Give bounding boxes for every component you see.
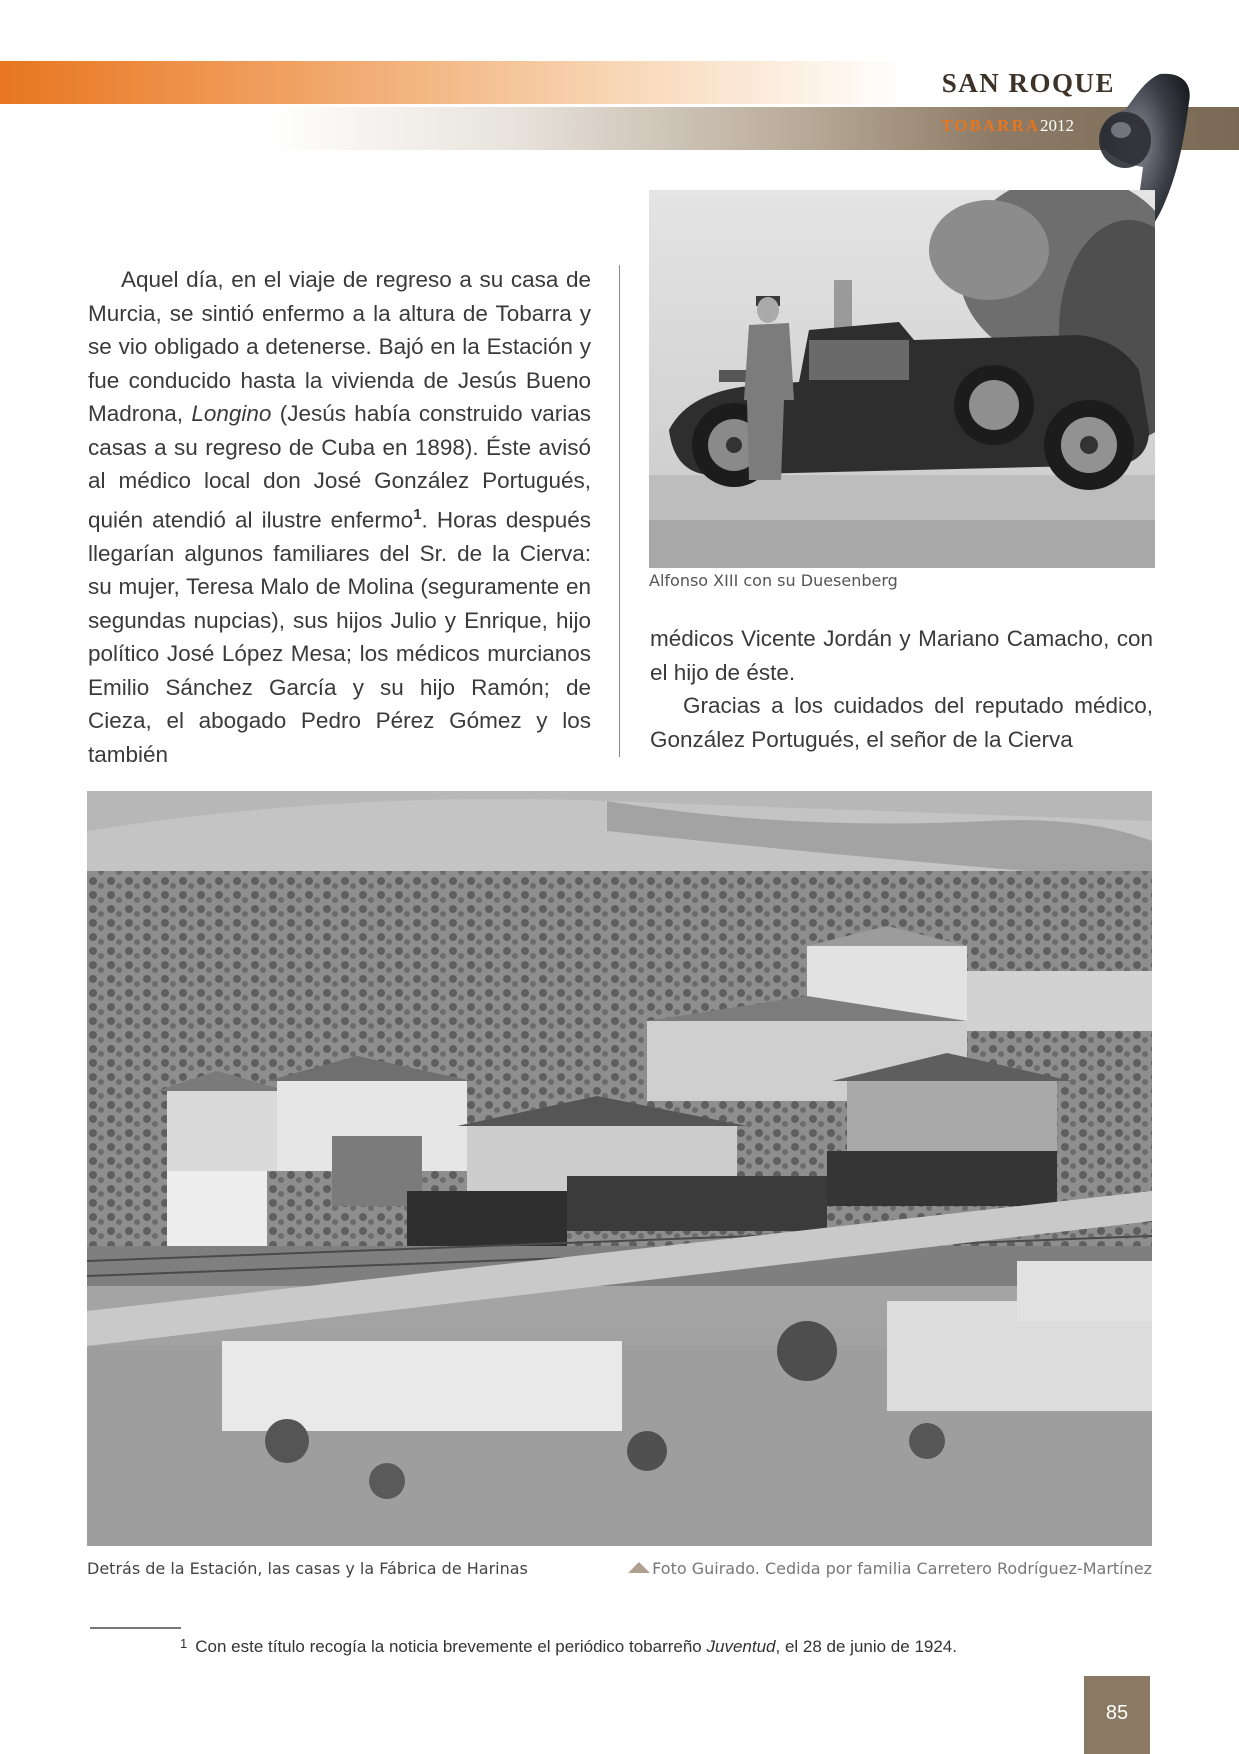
paragraph-text: Aquel día, en el viaje de regreso a su casa de Murcia, se sintió enfermo a la altura de Tobarra y se vio obligado a detenerse. Bajó en la Estación y fue conducido hasta la vivienda de Jesús Bueno Madrona, (88, 267, 591, 426)
header-town: TOBARRA (941, 116, 1040, 135)
column-divider (619, 265, 620, 757)
nickname-italic: Longino (191, 401, 272, 426)
body-paragraph-continuation: médicos Vicente Jordán y Mariano Camacho, con el hijo de éste. (650, 626, 1153, 685)
right-column-text (650, 622, 1153, 756)
footnote-publication: Juventud (706, 1637, 776, 1656)
car-photo-caption: Alfonso XIII con su Duesenberg (649, 571, 898, 590)
paragraph-text-cont: (Jesús había construido varias casas a su regreso de Cuba en 1898). Éste avisó al médico local don José González Portugués, quién atendió al ilustre enfermo (88, 401, 591, 532)
page-number: 85 (1084, 1676, 1150, 1754)
body-paragraph: Gracias a los cuidados del reputado médico, González Portugués, el señor de la Cierva (650, 693, 1153, 752)
body-paragraph (88, 263, 591, 771)
footnote-text: Con este título recogía la noticia brevemente el periódico tobarreño (195, 1637, 702, 1656)
header-title: SAN ROQUE (941, 68, 1115, 98)
header-year: 2012 (1040, 116, 1074, 135)
photo-credit-text: Foto Guirado. Cedida por familia Carretero Rodríguez-Martínez (652, 1559, 1152, 1578)
footnote-reference[interactable]: 1 (413, 505, 422, 523)
photo-credit (628, 1559, 1152, 1578)
station-photo (87, 791, 1152, 1546)
footnote-text-end: , el 28 de junio de 1924. (775, 1637, 957, 1656)
paragraph-text-end: . Horas después llegarían algunos familiares del Sr. de la Cierva: su mujer, Teresa Malo de Molina (seguramente en segundas nupcias), sus hijos Julio y Enrique, hijo político José López Mesa; los médicos murcianos Emilio Sánchez García y su hijo Ramón; de Cieza, el abogado Pedro Pérez Gómez y los también (88, 507, 591, 767)
footnote-rule (90, 1627, 181, 1629)
left-column-text (88, 263, 591, 771)
footnote-number: 1 (180, 1636, 188, 1651)
triangle-icon (628, 1562, 650, 1573)
station-photo-caption: Detrás de la Estación, las casas y la Fábrica de Harinas (87, 1559, 528, 1578)
car-photo (649, 190, 1155, 568)
header-subtitle (941, 116, 1074, 136)
footnote (180, 1636, 957, 1657)
